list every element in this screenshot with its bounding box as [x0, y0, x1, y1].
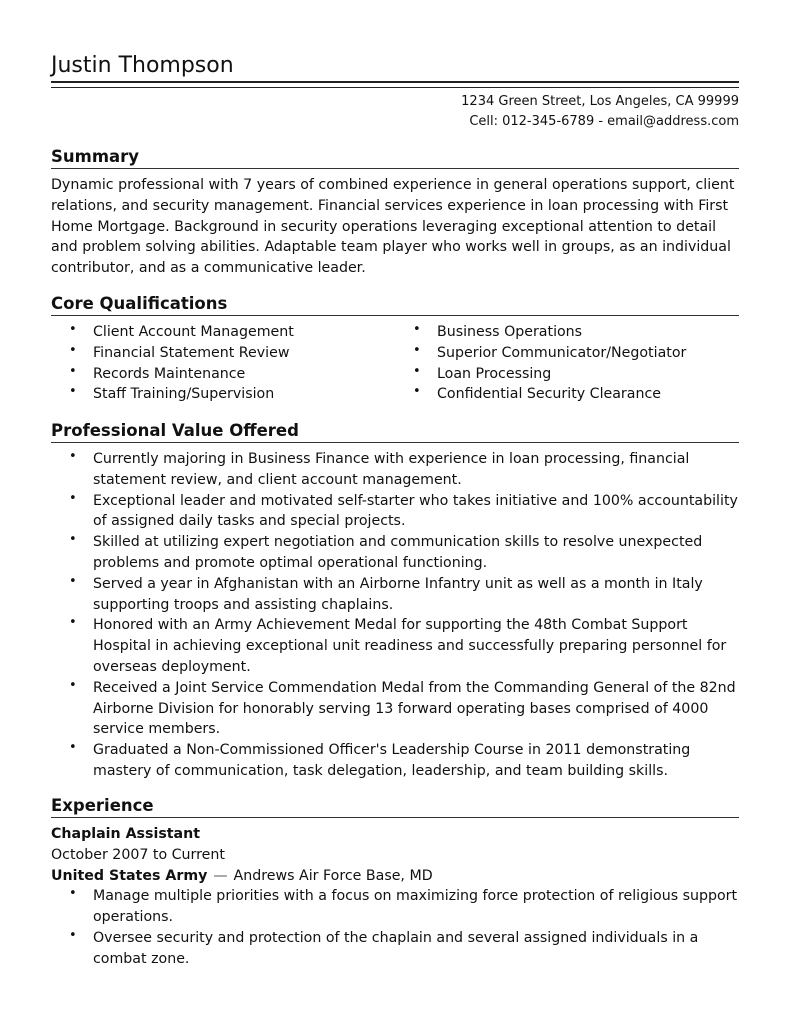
bullet-icon: •: [413, 363, 421, 379]
candidate-name: Justin Thompson: [51, 53, 234, 78]
list-item: • Received a Joint Service Commendation Medal from the Commanding General of the 82nd Airborne Division for honorably serving 13 forward operating bases comprised of 4000 service members.: [69, 677, 736, 738]
bullet-icon: •: [69, 490, 77, 506]
list-item: • Currently majoring in Business Finance with experience in loan processing, financial statement review, and client account management.: [69, 449, 690, 488]
bullet-icon: •: [69, 532, 77, 548]
employer-name: United States Army: [51, 867, 208, 884]
qualifications-right-column: [395, 322, 739, 405]
list-item: • Honored with an Army Achievement Medal for supporting the 48th Combat Support Hospital in achieving exceptional unit readiness and successfully preparing personnel for overseas deployment.: [69, 615, 727, 675]
bullet-icon: •: [413, 322, 421, 337]
list-item: • Oversee security and protection of the chaplain and several assigned individuals in a combat zone.: [69, 927, 699, 967]
section-title-summary: Summary: [51, 146, 739, 169]
bullet-icon: •: [413, 342, 421, 358]
section-title-qualifications: Core Qualifications: [51, 293, 739, 316]
bullet-icon: •: [69, 363, 77, 379]
bullet-icon: •: [69, 449, 77, 464]
list-item: • Confidential Security Clearance: [413, 384, 661, 403]
job-title: Chaplain Assistant: [51, 826, 200, 842]
list-item: • Loan Processing: [413, 363, 552, 382]
bullet-icon: •: [69, 927, 77, 943]
list-item: • Staff Training/Supervision: [69, 384, 275, 403]
value-list: [51, 449, 739, 782]
list-item: • Served a year in Afghanistan with an Airborne Infantry unit as well as a month in Italy supporting troops and assisting chaplains.: [69, 573, 703, 613]
bullet-icon: •: [69, 384, 77, 400]
summary-text: Dynamic professional with 7 years of combined experience in general operations support, client relations, and security management. Financial services experience in loan processing with First Home Mortgage. Background in security operations leveraging exceptional attention to detail and problem solving abilities. Adaptable team player who works well in groups, as an individual contributor, and as a communicative leader.: [51, 177, 735, 277]
bullet-icon: •: [69, 573, 77, 589]
header-rule-top: [51, 81, 739, 83]
list-item: • Graduated a Non-Commissioned Officer's Leadership Course in 2011 demonstrating mastery of communication, task delegation, leadership, and team building skills.: [69, 740, 691, 779]
list-item: • Financial Statement Review: [69, 342, 290, 361]
bullet-icon: •: [69, 886, 77, 902]
summary-section: [51, 146, 739, 279]
job-dates: October 2007 to Current: [51, 846, 225, 863]
list-item: • Records Maintenance: [69, 363, 246, 382]
list-item: • Manage multiple priorities with a focus on maximizing force protection of religious support operations.: [69, 886, 738, 926]
list-item: • Skilled at utilizing expert negotiation and communication skills to resolve unexpected problems and promote optimal operational functioning.: [69, 532, 703, 571]
bullet-icon: •: [69, 322, 77, 337]
qualifications-grid: [51, 322, 739, 405]
bullet-icon: •: [69, 615, 77, 631]
list-item: • Exceptional leader and motivated self-starter who takes initiative and 100% accountability of assigned daily tasks and special projects.: [69, 490, 738, 530]
job-duties-list: [51, 886, 739, 969]
address-line: 1234 Green Street, Los Angeles, CA 99999: [461, 94, 739, 109]
section-title-experience: Experience: [51, 795, 739, 818]
bullet-icon: •: [413, 384, 421, 400]
qualifications-section: [51, 293, 739, 405]
section-title-value: Professional Value Offered: [51, 420, 739, 443]
bullet-icon: •: [69, 677, 77, 693]
phone-email-line: Cell: 012-345-6789 - email@address.com: [469, 114, 739, 129]
list-item: • Superior Communicator/Negotiator: [413, 342, 687, 361]
job-employer: [51, 866, 739, 887]
list-item: • Business Operations: [413, 322, 583, 340]
contact-block: [461, 92, 739, 132]
bullet-icon: •: [69, 342, 77, 358]
header-rule-bottom: [51, 87, 739, 88]
qualifications-left-column: [51, 322, 395, 405]
employer-location: Andrews Air Force Base, MD: [233, 867, 433, 884]
employer-separator: —: [213, 867, 228, 884]
list-item: • Client Account Management: [69, 322, 294, 340]
bullet-icon: •: [69, 740, 77, 756]
experience-section: [51, 795, 739, 970]
value-section: [51, 420, 739, 782]
